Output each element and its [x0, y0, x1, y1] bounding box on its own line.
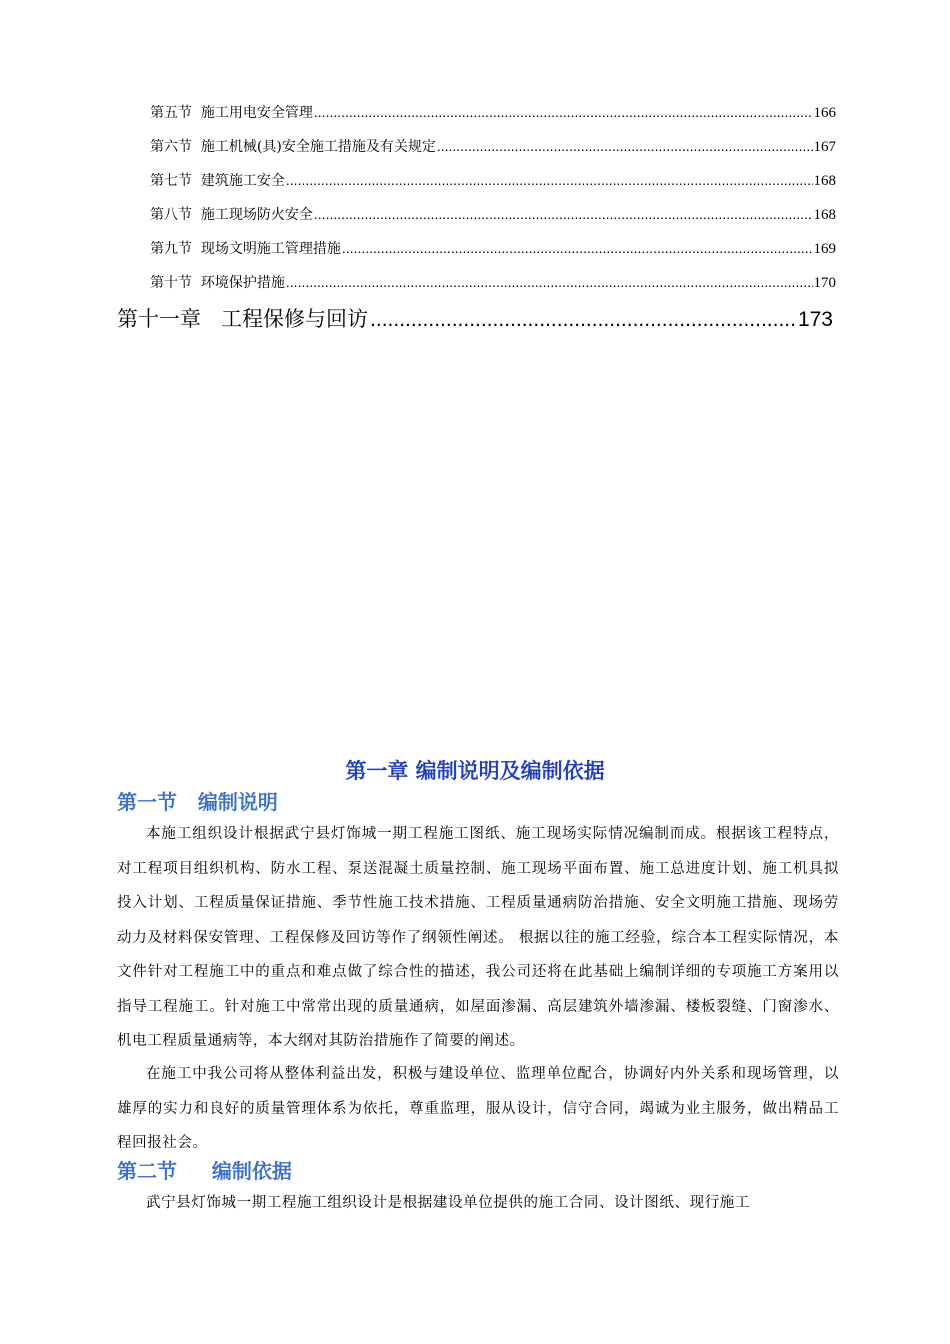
toc-entry-page: 166 [813, 105, 836, 121]
toc-entry-title: 第九节 现场文明施工管理措施 [150, 241, 341, 257]
section-title: 第二节 编制依据 [117, 1159, 292, 1183]
toc-leader-dots [286, 271, 813, 293]
toc-chapter-entry[interactable] [117, 303, 833, 335]
toc-entry[interactable] [150, 101, 836, 123]
paragraph: 本施工组织设计根据武宁县灯饰城一期工程施工图纸、施工现场实际情况编制而成。根据该工程特点，对工程项目组织机构、防水工程、泵送混凝土质量控制、施工现场平面布置、施工总进度计划、施工机具拟投入计划、工程质量保证措施、季节性施工技术措施、工程质量通病防治措施、安全文明施工措施、现场劳动力及材料保安管理、工程保修及回访等作了纲领性阐述。 根据以往的施工经验，综合本工程实际情况，本文件针对工程施工中的重点和难点做了综合性的描述，我公司还将在此基础上编制详细的专项施工方案用以指导工程施工。针对施工中常常出现的质量通病，如屋面渗漏、高层建筑外墙渗漏、楼板裂缝、门窗渗水、机电工程质量通病等，本大纲对其防治措施作了简要的阐述。 [117, 826, 839, 1049]
toc-entry-page: 168 [813, 207, 836, 223]
toc-chapter-title: 第十一章 工程保修与回访 [117, 307, 369, 331]
toc-entry[interactable] [150, 271, 836, 293]
toc-entry[interactable] [150, 237, 836, 259]
toc-entry[interactable] [150, 135, 836, 157]
toc-entry-page: 167 [813, 139, 836, 155]
toc-entry-title: 第十节 环境保护措施 [150, 275, 285, 291]
toc-leader-dots [314, 203, 813, 225]
paragraph: 武宁县灯饰城一期工程施工组织设计是根据建设单位提供的施工合同、设计图纸、现行施工 [146, 1195, 750, 1211]
toc-leader-dots [314, 101, 813, 123]
toc-entry-title: 第八节 施工现场防火安全 [150, 207, 313, 223]
toc-entry-title: 第六节 施工机械(具)安全施工措施及有关规定 [150, 139, 436, 155]
toc-leader-dots [286, 169, 813, 191]
section-title: 第一节 编制说明 [117, 790, 278, 814]
toc-entry-page: 168 [813, 173, 836, 189]
toc-entry-page: 169 [813, 241, 836, 257]
toc-leader-dots [437, 135, 813, 157]
toc-entry-title: 第七节 建筑施工安全 [150, 173, 285, 189]
toc-entry-title: 第五节 施工用电安全管理 [150, 105, 313, 121]
toc-entry[interactable] [150, 203, 836, 225]
toc-leader-dots [342, 237, 813, 259]
toc-chapter-page: 173 [797, 308, 833, 331]
chapter-title: 第一章 编制说明及编制依据 [345, 759, 605, 783]
toc-leader-dots [370, 304, 796, 336]
toc-entry[interactable] [150, 169, 836, 191]
toc-entry-page: 170 [813, 275, 836, 291]
paragraph: 在施工中我公司将从整体利益出发，积极与建设单位、监理单位配合，协调好内外关系和现场管理，以雄厚的实力和良好的质量管理体系为依托，尊重监理，服从设计，信守合同，竭诚为业主服务，做出精品工程回报社会。 [117, 1066, 839, 1151]
